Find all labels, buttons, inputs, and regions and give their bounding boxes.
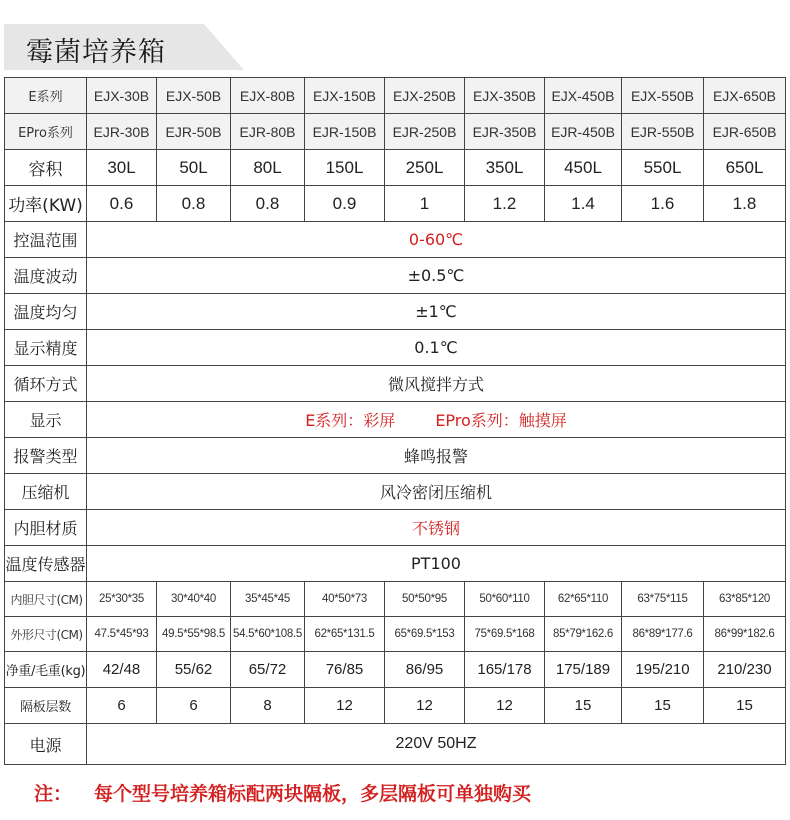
model-cell: EJX-150B — [305, 78, 385, 114]
value-cell: 350L — [465, 150, 545, 186]
model-cell: EJX-30B — [87, 78, 157, 114]
display-epro-series: EPro系列：触摸屏 — [435, 411, 567, 430]
row-label: E系列 — [5, 78, 87, 114]
spec-table — [4, 77, 786, 765]
model-cell: EJX-250B — [385, 78, 465, 114]
value-cell: 165/178 — [465, 652, 545, 688]
value-cell: 63*85*120 — [704, 582, 786, 617]
value-cell: 65/72 — [231, 652, 305, 688]
value-cell: 15 — [545, 688, 622, 724]
value-cell: 76/85 — [305, 652, 385, 688]
row-temp-uniformity — [5, 294, 786, 330]
model-cell: EJR-50B — [157, 114, 231, 150]
value-cell: 50*50*95 — [385, 582, 465, 617]
model-cell: EJR-250B — [385, 114, 465, 150]
model-cell: EJX-650B — [704, 78, 786, 114]
row-weight — [5, 652, 786, 688]
row-e-series — [5, 78, 786, 114]
model-cell: EJR-350B — [465, 114, 545, 150]
spanned-value — [87, 402, 786, 438]
spanned-value: ±1℃ — [87, 294, 786, 330]
value-cell: 175/189 — [545, 652, 622, 688]
title-banner — [4, 24, 244, 70]
page-title: 霉菌培养箱 — [26, 37, 166, 68]
model-cell: EJR-650B — [704, 114, 786, 150]
row-label: 循环方式 — [5, 366, 87, 402]
spanned-value: 0-60℃ — [87, 222, 786, 258]
row-label: 内胆尺寸(CM) — [5, 582, 87, 617]
row-volume — [5, 150, 786, 186]
row-compressor — [5, 474, 786, 510]
value-cell: 62*65*131.5 — [305, 617, 385, 652]
model-cell: EJX-80B — [231, 78, 305, 114]
row-label: 控温范围 — [5, 222, 87, 258]
value-cell: 15 — [704, 688, 786, 724]
row-label: 内胆材质 — [5, 510, 87, 546]
value-cell: 35*45*45 — [231, 582, 305, 617]
row-label: 温度传感器 — [5, 546, 87, 582]
value-cell: 80L — [231, 150, 305, 186]
value-cell: 30*40*40 — [157, 582, 231, 617]
model-cell: EJX-550B — [622, 78, 704, 114]
value-cell: 30L — [87, 150, 157, 186]
footnote-text: 每个型号培养箱标配两块隔板，多层隔板可单独购买 — [94, 783, 532, 805]
spanned-value: PT100 — [87, 546, 786, 582]
spanned-value: 蜂鸣报警 — [87, 438, 786, 474]
value-cell: 12 — [305, 688, 385, 724]
model-cell: EJR-30B — [87, 114, 157, 150]
value-cell: 6 — [87, 688, 157, 724]
row-label: 功率(KW) — [5, 186, 87, 222]
row-label: 显示 — [5, 402, 87, 438]
display-e-series: E系列：彩屏 — [305, 411, 396, 430]
value-cell: 50L — [157, 150, 231, 186]
spanned-value: 220V 50HZ — [87, 724, 786, 765]
row-label: 净重/毛重(kg) — [5, 652, 87, 688]
value-cell: 1.8 — [704, 186, 786, 222]
value-cell: 47.5*45*93 — [87, 617, 157, 652]
row-label: 温度波动 — [5, 258, 87, 294]
model-cell: EJX-350B — [465, 78, 545, 114]
value-cell: 49.5*55*98.5 — [157, 617, 231, 652]
value-cell: 250L — [385, 150, 465, 186]
value-cell: 550L — [622, 150, 704, 186]
row-label: 容积 — [5, 150, 87, 186]
value-cell: 210/230 — [704, 652, 786, 688]
row-power — [5, 186, 786, 222]
row-label: 压缩机 — [5, 474, 87, 510]
row-label: 隔板层数 — [5, 688, 87, 724]
value-cell: 86/95 — [385, 652, 465, 688]
spanned-value: 不锈钢 — [87, 510, 786, 546]
row-alarm — [5, 438, 786, 474]
spanned-value: 0.1℃ — [87, 330, 786, 366]
model-cell: EJR-550B — [622, 114, 704, 150]
footnote — [34, 779, 531, 806]
value-cell: 8 — [231, 688, 305, 724]
value-cell: 65*69.5*153 — [385, 617, 465, 652]
spanned-value: ±0.5℃ — [87, 258, 786, 294]
row-inner-size — [5, 582, 786, 617]
value-cell: 62*65*110 — [545, 582, 622, 617]
row-outer-size — [5, 617, 786, 652]
row-sensor — [5, 546, 786, 582]
value-cell: 195/210 — [622, 652, 704, 688]
row-liner — [5, 510, 786, 546]
row-display-precision — [5, 330, 786, 366]
value-cell: 6 — [157, 688, 231, 724]
value-cell: 75*69.5*168 — [465, 617, 545, 652]
value-cell: 0.8 — [157, 186, 231, 222]
value-cell: 40*50*73 — [305, 582, 385, 617]
value-cell: 1.2 — [465, 186, 545, 222]
row-label: 电源 — [5, 724, 87, 765]
value-cell: 54.5*60*108.5 — [231, 617, 305, 652]
value-cell: 0.6 — [87, 186, 157, 222]
model-cell: EJR-80B — [231, 114, 305, 150]
value-cell: 12 — [465, 688, 545, 724]
row-label: 温度均匀 — [5, 294, 87, 330]
value-cell: 25*30*35 — [87, 582, 157, 617]
row-epro-series — [5, 114, 786, 150]
row-circulation — [5, 366, 786, 402]
model-cell: EJX-50B — [157, 78, 231, 114]
row-shelves — [5, 688, 786, 724]
value-cell: 86*89*177.6 — [622, 617, 704, 652]
row-label: 显示精度 — [5, 330, 87, 366]
value-cell: 1.6 — [622, 186, 704, 222]
model-cell: EJX-450B — [545, 78, 622, 114]
row-temp-fluctuation — [5, 258, 786, 294]
row-power-supply — [5, 724, 786, 765]
value-cell: 1.4 — [545, 186, 622, 222]
model-cell: EJR-450B — [545, 114, 622, 150]
model-cell: EJR-150B — [305, 114, 385, 150]
value-cell: 55/62 — [157, 652, 231, 688]
value-cell: 63*75*115 — [622, 582, 704, 617]
value-cell: 0.8 — [231, 186, 305, 222]
value-cell: 0.9 — [305, 186, 385, 222]
row-temp-range — [5, 222, 786, 258]
row-label: 报警类型 — [5, 438, 87, 474]
value-cell: 150L — [305, 150, 385, 186]
spanned-value: 风冷密闭压缩机 — [87, 474, 786, 510]
footnote-prefix: 注： — [34, 783, 73, 805]
value-cell: 450L — [545, 150, 622, 186]
value-cell: 15 — [622, 688, 704, 724]
value-cell: 42/48 — [87, 652, 157, 688]
row-display — [5, 402, 786, 438]
value-cell: 1 — [385, 186, 465, 222]
value-cell: 86*99*182.6 — [704, 617, 786, 652]
value-cell: 85*79*162.6 — [545, 617, 622, 652]
value-cell: 50*60*110 — [465, 582, 545, 617]
spanned-value: 微风搅拌方式 — [87, 366, 786, 402]
row-label: 外形尺寸(CM) — [5, 617, 87, 652]
value-cell: 12 — [385, 688, 465, 724]
value-cell: 650L — [704, 150, 786, 186]
row-label: EPro系列 — [5, 114, 87, 150]
